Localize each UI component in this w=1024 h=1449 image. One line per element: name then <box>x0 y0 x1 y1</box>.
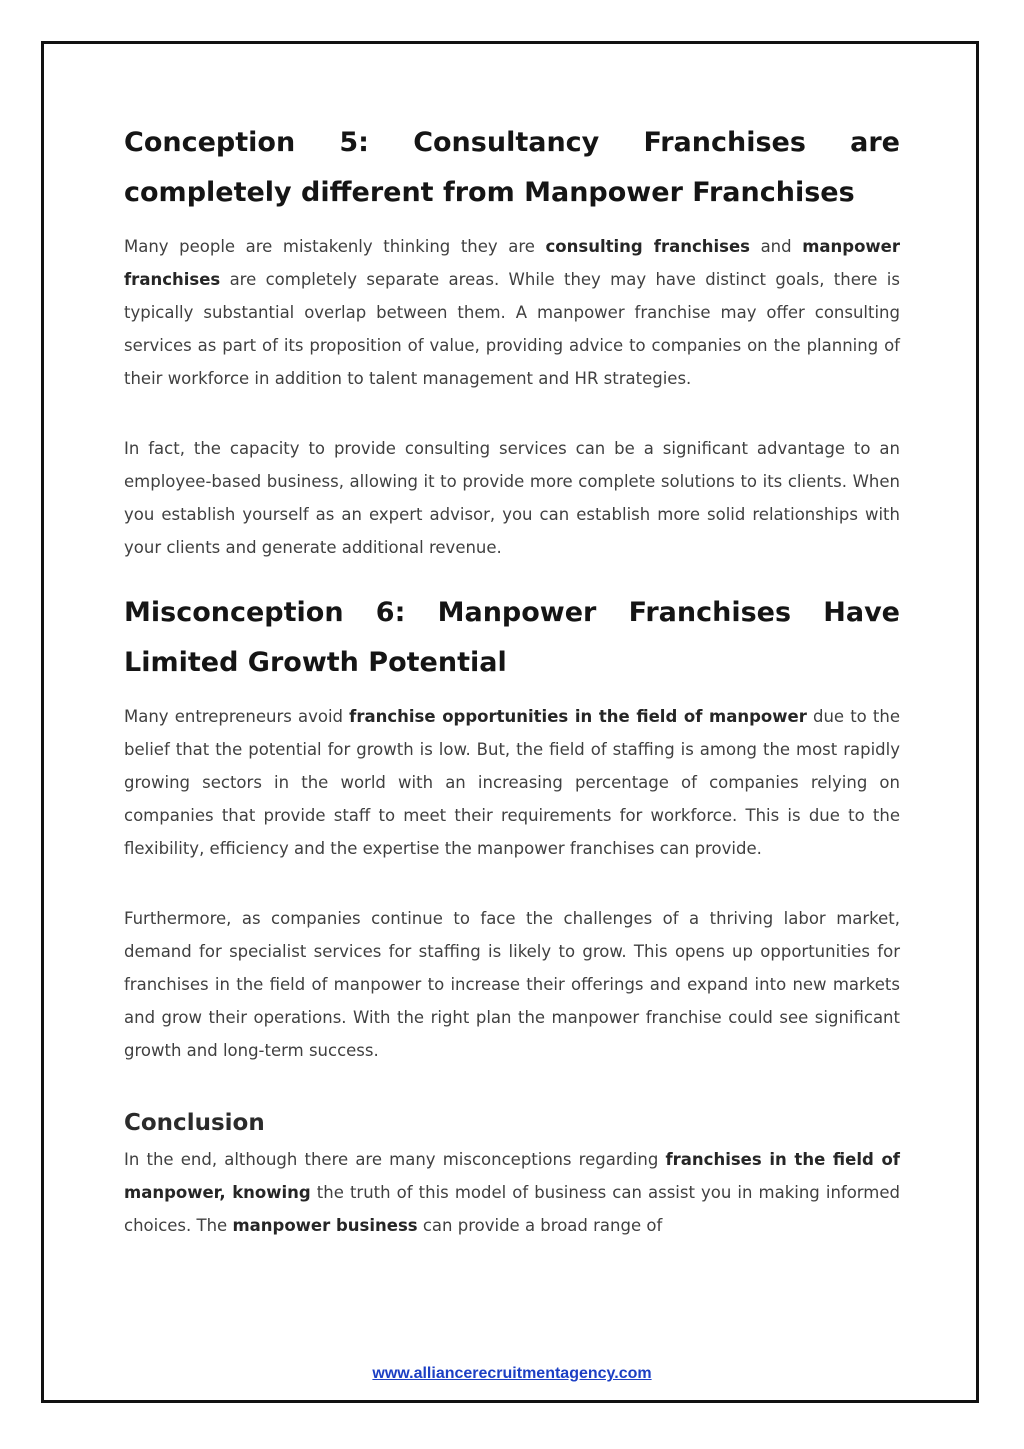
website-link[interactable]: www.alliancerecruitmentagency.com <box>372 1365 652 1382</box>
bold-phrase: consulting franchises <box>545 237 750 256</box>
section-heading-conception-5: Conception 5: Consultancy Franchises are completely different from Manpower Franchises <box>124 127 900 208</box>
document-content <box>124 118 900 1242</box>
bold-phrase: franchises in the field of manpower, knowing <box>124 1150 900 1202</box>
bold-phrase: manpower business <box>232 1216 418 1235</box>
text-run: Many people are mistakenly thinking they are <box>124 237 546 256</box>
bold-phrase: manpower franchises <box>124 237 900 289</box>
paragraph <box>124 432 900 564</box>
paragraph <box>124 902 900 1067</box>
bold-phrase: franchise opportunities in the field of manpower <box>349 707 807 726</box>
text-run: and <box>750 237 803 256</box>
text-run: In fact, the capacity to provide consulting services can be a significant advantage to an employee-based business, allowing it to provide more complete solutions to its clients. When you establish yourself as an expert advisor, you can establish more solid relationships with your clients and generate additional revenue. <box>124 439 900 557</box>
text-run: can provide a broad range of <box>417 1216 663 1235</box>
paragraph <box>124 700 900 865</box>
text-run: Furthermore, as companies continue to face the challenges of a thriving labor market, demand for specialist services for staffing is likely to grow. This opens up opportunities for franchises in the field of manpower to increase their offerings and expand into new markets and grow their operations. With the right plan the manpower franchise could see significant growth and long-term success. <box>124 909 900 1060</box>
conclusion-paragraph <box>124 1143 900 1242</box>
conclusion-heading: Conclusion <box>124 1110 265 1136</box>
text-run: due to the belief that the potential for growth is low. But, the field of staffing is among the most rapidly growing sectors in the world with an increasing percentage of companies relying on companies that provide staff to meet their requirements for workforce. This is due to the flexibility, efficiency and the expertise the manpower franchises can provide. <box>124 707 900 858</box>
text-run: In the end, although there are many misconceptions regarding <box>124 1150 666 1169</box>
text-run: the truth of this model of business can assist you in making informed choices. The <box>124 1183 900 1235</box>
text-run: Many entrepreneurs avoid <box>124 707 350 726</box>
text-run: are completely separate areas. While they may have distinct goals, there is typically substantial overlap between them. A manpower franchise may offer consulting services as part of its proposition of value, providing advice to companies on the planning of their workforce in addition to talent management and HR strategies. <box>124 270 900 388</box>
paragraph <box>124 230 900 395</box>
section-heading-misconception-6: Misconception 6: Manpower Franchises Have Limited Growth Potential <box>124 597 900 678</box>
